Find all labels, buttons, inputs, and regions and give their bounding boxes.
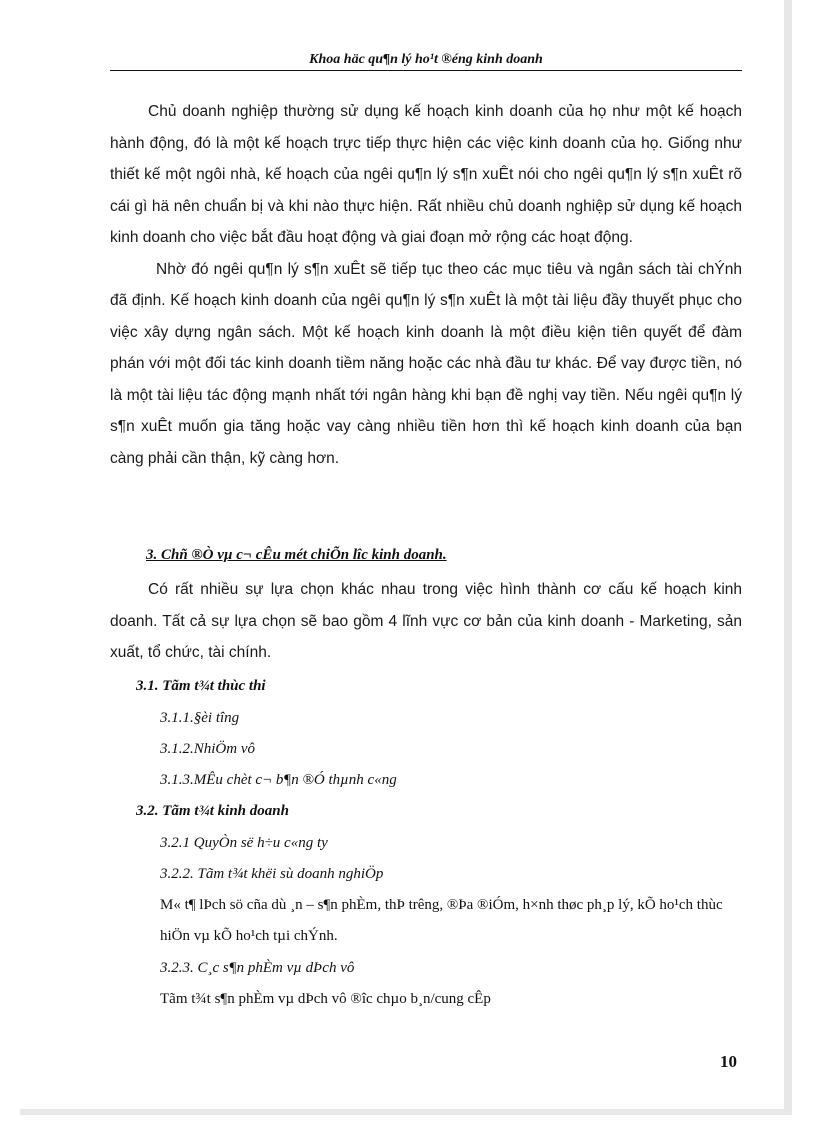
section-block: [110, 574, 742, 669]
page-shadow-right: [784, 0, 792, 1113]
outline-3-2-1: 3.2.1 QuyÒn së h÷u c«ng ty: [160, 835, 328, 851]
outline-3-1: 3.1. Tãm t¾t thùc thi: [136, 678, 266, 694]
paragraph-1: Chủ doanh nghiệp thường sử dụng kế hoạch kinh doanh của họ như một kế hoạch hành động, đó là một kế hoạch trực tiếp thực hiện các việc kinh doanh của họ. Giống như thiết kế một ngôi nhà, kế hoạch của ngêi qu¶n lý s¶n xuÊt nói cho ngêi qu¶n lý s¶n xuÊt rõ cái gì hä nên chuẩn bị và khi nào thực hiện. Rất nhiều chủ doanh nghiệp sử dụng kế hoạch kinh doanh cho việc bắt đầu hoạt động và giai đoạn mở rộng các hoạt động.: [110, 103, 742, 246]
intro-block: [110, 96, 742, 474]
header-rule: [110, 70, 742, 71]
outline-3-1-3: 3.1.3.MÊu chèt c¬ b¶n ®Ó thµnh c«ng: [160, 772, 397, 788]
outline-3-1-2: 3.1.2.NhiÖm vô: [160, 741, 255, 757]
outline-3-1-1: 3.1.1.§èi tîng: [160, 710, 240, 726]
running-header: Khoa häc qu¶n lý ho¹t ®éng kinh doanh: [309, 52, 543, 67]
section-paragraph: Có rất nhiều sự lựa chọn khác nhau trong việc hình thành cơ cấu kế hoạch kinh doanh. Tất cả sự lựa chọn sẽ bao gồm 4 lĩnh vực cơ bản của kinh doanh - Marketing, sản xuất, tổ chức, tài chính.: [110, 581, 742, 661]
outline-3-2-3-text: Tãm t¾t s¶n phÈm vµ dÞch vô ®îc chµo b¸n/cung cÊp: [160, 991, 491, 1007]
page-shadow-bottom: [20, 1109, 792, 1115]
outline-3-2: 3.2. Tãm t¾t kinh doanh: [136, 803, 289, 819]
outline-3-2-2-text: M« t¶ lÞch sö cña dù ¸n – s¶n phÈm, thÞ trêng, ®Þa ®iÓm, h×nh thøc ph¸p lý, kÕ ho¹ch thùc hiÖn vµ kÕ ho¹ch tµi chÝnh.: [160, 897, 723, 944]
section-heading: 3. Chñ ®Ò vµ c¬ cÊu mét chiÕn lîc kinh doanh.: [146, 547, 447, 563]
outline-3-2-3: 3.2.3. C¸c s¶n phÈm vµ dÞch vô: [160, 960, 355, 976]
paragraph-2: Nhờ đó ngêi qu¶n lý s¶n xuÊt sẽ tiếp tục theo các mục tiêu và ngân sách tài chÝnh đã định. Kế hoạch kinh doanh của ngêi qu¶n lý s¶n xuÊt là một tài liệu đầy thuyết phục cho việc xây dựng ngân sách. Một kế hoạch kinh doanh là một điều kiện tiên quyết để đàm phán với một đối tác kinh doanh tiềm năng hoặc các nhà đầu tư khác. Để vay được tiền, nó là một tài liệu tác động mạnh nhất tới ngân hàng khi bạn đề nghị vay tiền. Nếu ngêi qu¶n lý s¶n xuÊt muốn gia tăng hoặc vay càng nhiều tiền hơn thì kế hoạch kinh doanh của bạn càng phải cần thận, kỹ càng hơn.: [110, 260, 742, 467]
outline-3-2-2: 3.2.2. Tãm t¾t khëi sù doanh nghiÖp: [160, 866, 384, 882]
page-number: 10: [720, 1052, 737, 1071]
